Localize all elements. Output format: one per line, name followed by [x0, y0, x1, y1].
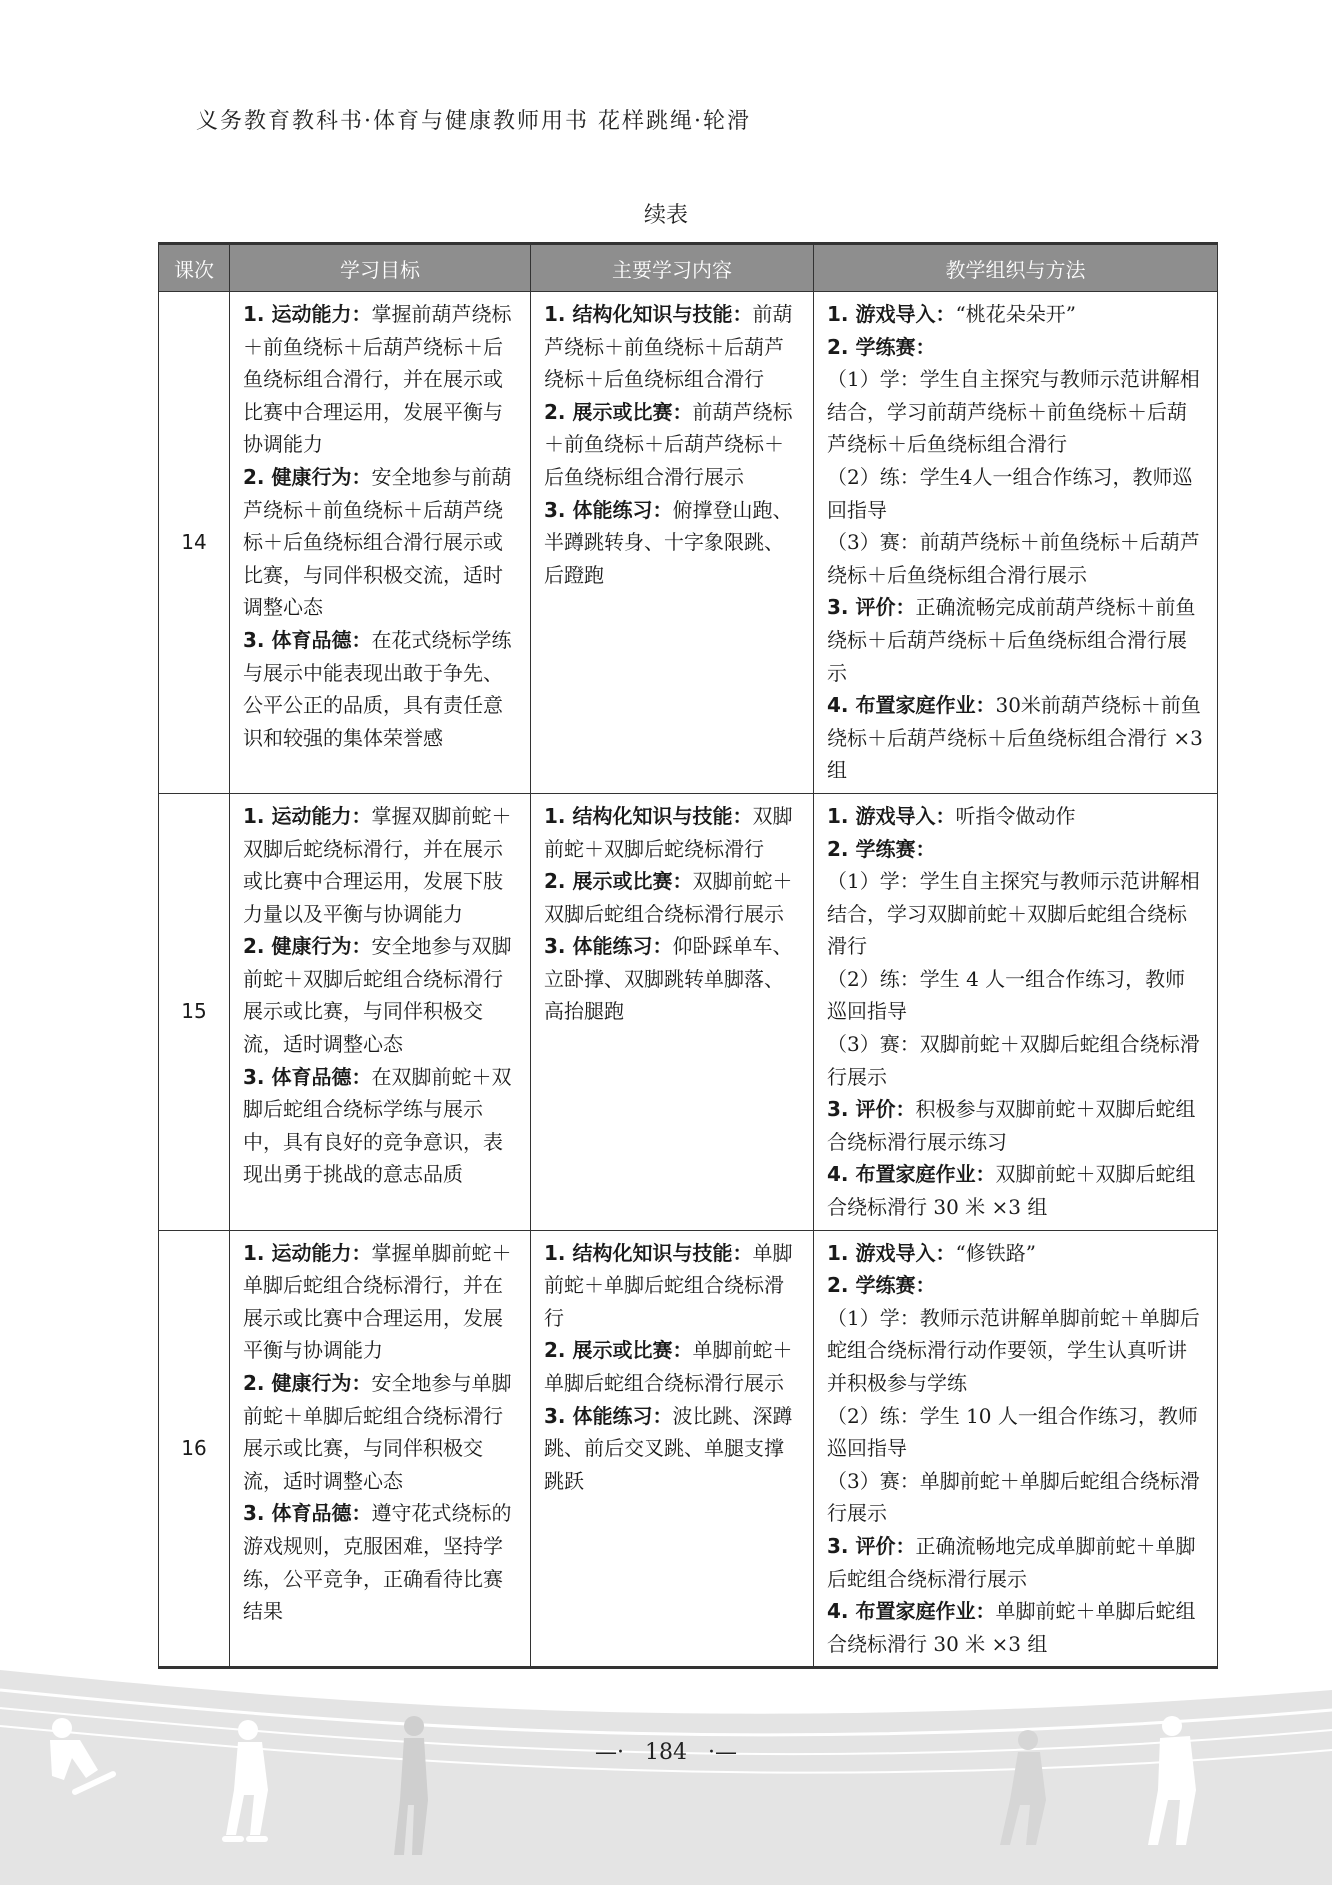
table-row [159, 292, 1218, 794]
header-content: 主要学习内容 [531, 244, 814, 292]
lesson-number: 16 [159, 1230, 230, 1668]
item-label: 1. 运动能力： [243, 803, 372, 828]
cell-paragraph [827, 1530, 1205, 1595]
item-label: 1. 游戏导入： [827, 1240, 956, 1265]
item-text: 听指令做动作 [955, 803, 1076, 828]
header-lesson: 课次 [159, 244, 230, 292]
item-label: 2. 展示或比赛： [544, 1338, 693, 1363]
item-text: 30米前葫芦绕标＋前鱼绕标＋后葫芦绕标＋后鱼绕标组合滑行 ×3组 [827, 693, 1203, 783]
item-label: 3. 体育品德： [243, 627, 372, 652]
item-text: 在双脚前蛇＋双脚后蛇组合绕标学练与展示中，具有良好的竞争意识，表现出勇于挑战的意志品质 [243, 1064, 512, 1187]
item-text: 安全地参与单脚前蛇＋单脚后蛇组合绕标滑行展示或比赛，与同伴积极交流，适时调整心态 [243, 1371, 512, 1493]
item-label: 1. 结构化知识与技能： [544, 1240, 753, 1265]
item-text: 双脚前蛇＋双脚后蛇组合绕标滑行展示 [544, 869, 793, 926]
item-text: 俯撑登山跑、半蹲跳转身、十字象限跳、后蹬跑 [544, 497, 793, 587]
item-text: （2）练：学生 10 人一组合作练习，教师巡回指导 [827, 1403, 1198, 1461]
cell-paragraph [544, 865, 801, 930]
item-label: 2. 学练赛： [827, 1273, 936, 1298]
page-number-value: 184 [645, 1740, 687, 1765]
table-row [159, 793, 1218, 1230]
cell-paragraph [827, 1302, 1205, 1400]
cell-paragraph [827, 833, 1205, 866]
cell-paragraph [827, 865, 1205, 963]
item-label: 3. 评价： [827, 595, 916, 620]
cell-paragraph [544, 1400, 801, 1498]
item-label: 2. 学练赛： [827, 334, 936, 359]
content-cell [531, 793, 814, 1230]
item-text: 前葫芦绕标＋前鱼绕标＋后葫芦绕标＋后鱼绕标组合滑行 [544, 302, 793, 392]
cell-paragraph [827, 363, 1205, 461]
cell-paragraph [827, 461, 1205, 526]
item-text: 双脚前蛇＋双脚后蛇绕标滑行 [544, 803, 793, 861]
item-text: 遵守花式绕标的游戏规则，克服困难，坚持学练，公平竞争，正确看待比赛结果 [243, 1501, 512, 1624]
goals-cell [230, 1230, 531, 1668]
content-cell [531, 1230, 814, 1668]
cell-paragraph [243, 800, 518, 930]
item-text: 安全地参与前葫芦绕标＋前鱼绕标＋后葫芦绕标＋后鱼绕标组合滑行展示或比赛，与同伴积极交流，适时调整心态 [243, 464, 512, 620]
lesson-plan-table [158, 242, 1218, 1669]
item-text: 安全地参与双脚前蛇＋双脚后蛇组合绕标滑行展示或比赛，与同伴积极交流，适时调整心态 [243, 934, 512, 1057]
item-label: 3. 评价： [827, 1097, 916, 1122]
item-text: 在花式绕标学练与展示中能表现出敢于争先、公平公正的品质，具有责任意识和较强的集体荣誉感 [243, 627, 512, 750]
item-text: （2）练：学生 4 人一组合作练习，教师巡回指导 [827, 966, 1186, 1024]
page-number [0, 1740, 1332, 1765]
item-text: 仰卧踩单车、立卧撑、双脚跳转单脚落、高抬腿跑 [544, 934, 793, 1024]
item-label: 4. 布置家庭作业： [827, 1162, 996, 1187]
item-label: 1. 结构化知识与技能： [544, 803, 753, 828]
cell-paragraph [243, 461, 518, 624]
item-text: （1）学：学生自主探究与教师示范讲解相结合，学习双脚前蛇＋双脚后蛇组合绕标滑行 [827, 869, 1200, 959]
cell-paragraph [827, 1158, 1205, 1223]
item-label: 1. 游戏导入： [827, 803, 956, 828]
item-text: “修铁路” [955, 1240, 1036, 1265]
item-text: （2）练：学生4人一组合作练习，教师巡回指导 [827, 464, 1193, 522]
item-label: 1. 运动能力： [243, 302, 372, 326]
item-text: 前葫芦绕标＋前鱼绕标＋后葫芦绕标＋后鱼绕标组合滑行展示 [544, 399, 793, 489]
item-text: 掌握前葫芦绕标＋前鱼绕标＋后葫芦绕标＋后鱼绕标组合滑行，并在展示或比赛中合理运用，发展平衡与协调能力 [243, 302, 512, 457]
cell-paragraph [827, 331, 1205, 364]
lesson-number: 15 [159, 793, 230, 1230]
cell-paragraph [827, 591, 1205, 689]
item-label: 3. 体能练习： [544, 1403, 673, 1428]
methods-cell [814, 292, 1218, 794]
cell-paragraph [243, 930, 518, 1060]
cell-paragraph [243, 1367, 518, 1497]
cell-paragraph [243, 1237, 518, 1367]
cell-paragraph [827, 800, 1205, 833]
item-label: 2. 健康行为： [243, 464, 372, 489]
cell-paragraph [827, 963, 1205, 1028]
goals-cell [230, 793, 531, 1230]
table-header-row [159, 244, 1218, 292]
item-label: 3. 体育品德： [243, 1064, 372, 1089]
running-head: 义务教育教科书·体育与健康教师用书 花样跳绳·轮滑 [196, 109, 751, 134]
cell-paragraph [544, 930, 801, 1028]
cell-paragraph [827, 1237, 1205, 1270]
cell-paragraph [544, 1237, 801, 1335]
item-label: 1. 结构化知识与技能： [544, 302, 753, 326]
item-text: （3）赛：单脚前蛇＋单脚后蛇组合绕标滑行展示 [827, 1468, 1200, 1526]
item-label: 1. 游戏导入： [827, 302, 956, 326]
item-text: 单脚前蛇＋单脚后蛇组合绕标滑行 [544, 1240, 793, 1330]
cell-paragraph [544, 800, 801, 865]
cell-paragraph [827, 1465, 1205, 1530]
cell-paragraph [243, 624, 518, 754]
goals-cell [230, 292, 531, 794]
item-text: “桃花朵朵开” [955, 302, 1076, 326]
item-label: 4. 布置家庭作业： [827, 693, 996, 718]
item-label: 1. 运动能力： [243, 1240, 372, 1265]
lesson-number: 14 [159, 292, 230, 794]
item-text: 积极参与双脚前蛇＋双脚后蛇组合绕标滑行展示练习 [827, 1097, 1196, 1154]
cell-paragraph [544, 1334, 801, 1399]
cell-paragraph [243, 298, 518, 461]
cell-paragraph [544, 396, 801, 494]
item-text: 掌握单脚前蛇＋单脚后蛇组合绕标滑行，并在展示或比赛中合理运用，发展平衡与协调能力 [243, 1240, 512, 1363]
content-cell [531, 292, 814, 794]
cell-paragraph [827, 1093, 1205, 1158]
item-text: 双脚前蛇＋双脚后蛇组合绕标滑行 30 米 ×3 组 [827, 1162, 1196, 1220]
item-text: （1）学：学生自主探究与教师示范讲解相结合，学习前葫芦绕标＋前鱼绕标＋后葫芦绕标＋后鱼绕标组合滑行 [827, 367, 1200, 457]
cell-paragraph [827, 689, 1205, 787]
page-number-right-mark: ·— [708, 1740, 737, 1765]
item-text: （3）赛：前葫芦绕标＋前鱼绕标＋后葫芦绕标＋后鱼绕标组合滑行展示 [827, 530, 1200, 587]
methods-cell [814, 793, 1218, 1230]
item-label: 2. 学练赛： [827, 836, 936, 861]
item-text: 正确流畅完成前葫芦绕标＋前鱼绕标＋后葫芦绕标＋后鱼绕标组合滑行展示 [827, 595, 1196, 685]
item-text: （1）学：教师示范讲解单脚前蛇＋单脚后蛇组合绕标滑行动作要领，学生认真听讲并积极参与学练 [827, 1305, 1200, 1395]
cell-paragraph [544, 298, 801, 396]
item-label: 2. 健康行为： [243, 934, 372, 959]
item-text: 单脚前蛇＋单脚后蛇组合绕标滑行 30 米 ×3 组 [827, 1599, 1196, 1656]
item-label: 3. 体育品德： [243, 1501, 372, 1526]
item-label: 2. 展示或比赛： [544, 399, 693, 424]
item-text: 掌握双脚前蛇＋双脚后蛇绕标滑行，并在展示或比赛中合理运用，发展下肢力量以及平衡与协调能力 [243, 803, 512, 926]
table-caption: 续表 [643, 203, 688, 228]
page-number-left-mark: —· [595, 1740, 624, 1765]
cell-paragraph [827, 1400, 1205, 1465]
cell-paragraph [243, 1497, 518, 1627]
cell-paragraph [827, 526, 1205, 591]
methods-cell [814, 1230, 1218, 1668]
item-text: 单脚前蛇＋单脚后蛇组合绕标滑行展示 [544, 1338, 793, 1395]
item-label: 2. 展示或比赛： [544, 869, 693, 894]
cell-paragraph [827, 1028, 1205, 1093]
item-text: （3）赛：双脚前蛇＋双脚后蛇组合绕标滑行展示 [827, 1032, 1200, 1089]
cell-paragraph [827, 298, 1205, 331]
item-label: 3. 体能练习： [544, 497, 673, 522]
cell-paragraph [243, 1061, 518, 1191]
item-text: 波比跳、深蹲跳、前后交叉跳、单腿支撑跳跃 [544, 1403, 793, 1493]
table-row [159, 1230, 1218, 1668]
cell-paragraph [827, 1269, 1205, 1302]
header-methods: 教学组织与方法 [814, 244, 1218, 292]
cell-paragraph [544, 494, 801, 592]
item-label: 2. 健康行为： [243, 1371, 372, 1395]
item-label: 4. 布置家庭作业： [827, 1599, 996, 1624]
header-goals: 学习目标 [230, 244, 531, 292]
item-label: 3. 体能练习： [544, 934, 673, 959]
item-text: 正确流畅地完成单脚前蛇＋单脚后蛇组合绕标滑行展示 [827, 1533, 1196, 1591]
item-label: 3. 评价： [827, 1533, 916, 1558]
